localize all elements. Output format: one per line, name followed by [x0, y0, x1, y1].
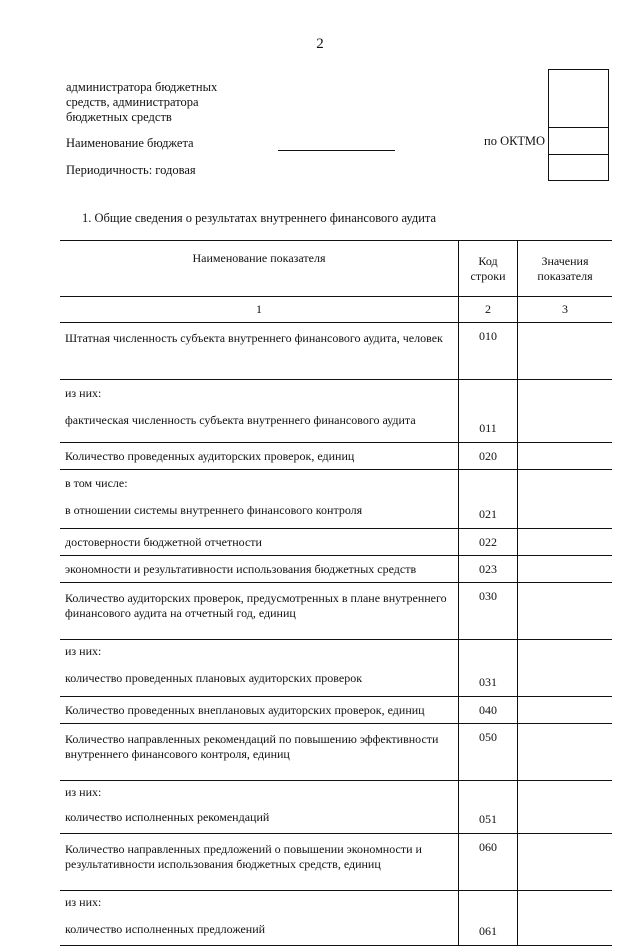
table-row [60, 443, 612, 470]
row-name: из них: [65, 386, 102, 400]
table-row [60, 323, 612, 380]
codes-box [548, 69, 609, 181]
table-row [60, 583, 612, 640]
row-value[interactable] [518, 380, 613, 443]
budget-name-blank-line [278, 150, 395, 151]
row-name: Количество проведенных аудиторских проверок, единиц [60, 443, 459, 470]
table-row [60, 640, 612, 697]
row-name: экономности и результативности использования бюджетных средств [60, 556, 459, 583]
row-name: фактическая численность субъекта внутреннего финансового аудита [65, 413, 416, 427]
admin-code-cell [549, 70, 608, 128]
row-name: Штатная численность субъекта внутреннего финансового аудита, человек [60, 323, 459, 380]
row-value[interactable] [518, 529, 613, 556]
row-value[interactable] [518, 834, 613, 891]
header-value-line: показателя [537, 268, 593, 283]
admin-line: администратора бюджетных [66, 80, 218, 94]
row-value[interactable] [518, 891, 613, 946]
row-value[interactable] [518, 781, 613, 834]
row-code: 040 [459, 697, 518, 724]
row-code: 022 [459, 529, 518, 556]
admin-line: бюджетных средств [66, 110, 172, 124]
budget-name-label: Наименование бюджета [66, 136, 194, 150]
row-name: в отношении системы внутреннего финансового контроля [65, 503, 363, 517]
table-row [60, 697, 612, 724]
header-value-line: Значения [541, 253, 589, 268]
row-code: 010 [459, 323, 518, 380]
row-name-group [60, 640, 459, 697]
table-row [60, 529, 612, 556]
column-number: 1 [60, 297, 459, 323]
table-row [60, 556, 612, 583]
row-name: количество проведенных плановых аудиторских проверок [65, 671, 363, 685]
row-value[interactable] [518, 583, 613, 640]
table-row [60, 781, 612, 834]
row-code: 051 [459, 781, 518, 834]
row-code: 030 [459, 583, 518, 640]
oktmo-label: по ОКТМО [484, 134, 546, 148]
row-value[interactable] [518, 470, 613, 529]
row-name: в том числе: [65, 476, 128, 490]
row-code: 023 [459, 556, 518, 583]
row-name: Количество проведенных внеплановых аудиторских проверок, единиц [60, 697, 459, 724]
row-name: достоверности бюджетной отчетности [60, 529, 459, 556]
column-number: 2 [459, 297, 518, 323]
row-code: 050 [459, 724, 518, 781]
section-title: 1. Общие сведения о результатах внутреннего финансового аудита [82, 211, 437, 225]
row-name-group [60, 781, 459, 834]
row-name: из них: [65, 895, 102, 909]
row-name-group [60, 891, 459, 946]
administrator-label [66, 80, 217, 125]
table-row [60, 834, 612, 891]
row-code: 061 [459, 891, 518, 946]
row-value[interactable] [518, 640, 613, 697]
row-value[interactable] [518, 724, 613, 781]
table-header-row [60, 241, 612, 297]
oktmo-code-cell [549, 127, 608, 155]
header-code-line: Код [478, 253, 498, 268]
row-name: количество исполненных рекомендаций [65, 810, 270, 824]
row-value[interactable] [518, 323, 613, 380]
row-name: из них: [65, 644, 102, 658]
header-name: Наименование показателя [60, 241, 459, 297]
column-number: 3 [518, 297, 613, 323]
header-code-line: строки [470, 268, 506, 283]
page-number: 2 [316, 36, 324, 52]
header-code [459, 241, 518, 297]
row-code: 020 [459, 443, 518, 470]
row-name-group [60, 380, 459, 443]
row-name: Количество направленных рекомендаций по повышению эффективности внутреннего финансового контроля, единиц [60, 724, 459, 781]
row-code: 031 [459, 640, 518, 697]
table-row [60, 891, 612, 946]
table-row [60, 470, 612, 529]
row-name: Количество аудиторских проверок, предусмотренных в плане внутреннего финансового аудита на отчетный год, единиц [60, 583, 459, 640]
row-name-group [60, 470, 459, 529]
row-code: 021 [459, 470, 518, 529]
row-value[interactable] [518, 556, 613, 583]
row-name: из них: [65, 785, 102, 799]
table-row [60, 380, 612, 443]
admin-line: средств, администратора [66, 95, 199, 109]
row-name: количество исполненных предложений [65, 922, 266, 936]
row-code: 060 [459, 834, 518, 891]
row-code: 011 [459, 380, 518, 443]
row-value[interactable] [518, 443, 613, 470]
row-value[interactable] [518, 697, 613, 724]
column-numbers-row [60, 297, 612, 323]
audit-summary-table [60, 240, 612, 946]
header-value [518, 241, 613, 297]
periodicity-label: Периодичность: годовая [66, 163, 196, 177]
row-name: Количество направленных предложений о повышении экономности и результативности использования бюджетных средств, единиц [60, 834, 459, 891]
table-row [60, 724, 612, 781]
